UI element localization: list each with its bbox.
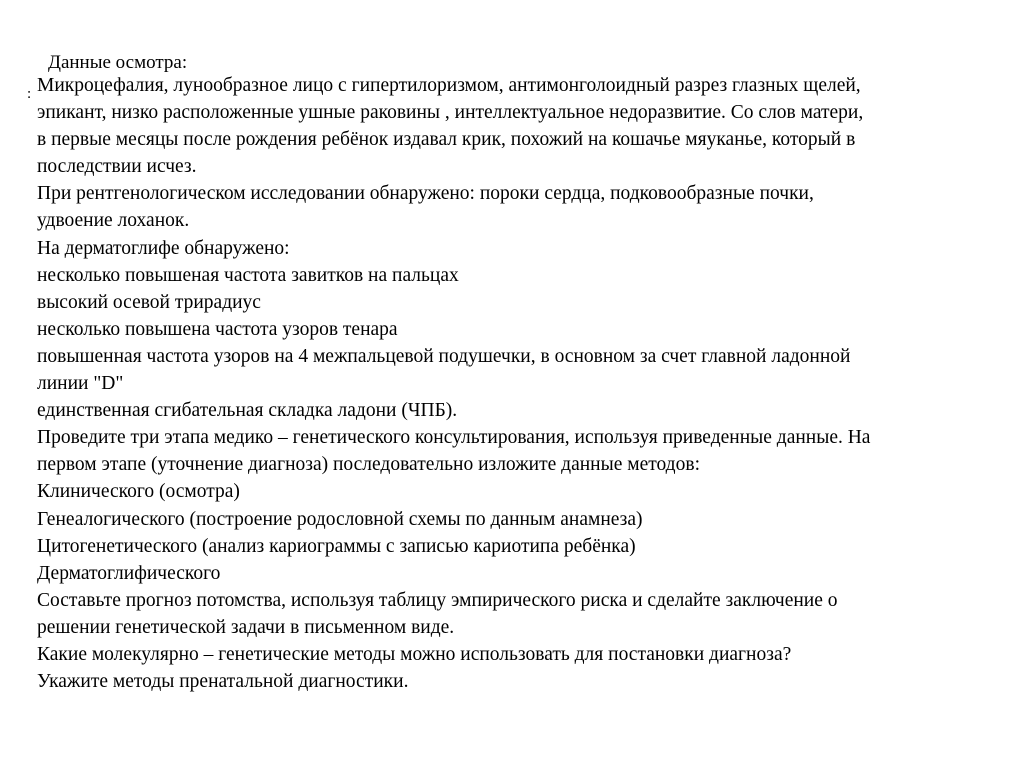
text-line: эпикант, низко расположенные ушные раковины , интеллектуальное недоразвитие. Со слов матери, — [37, 102, 864, 124]
text-line: Цитогенетического (анализ кариограммы с записью кариотипа ребёнка) — [37, 535, 636, 557]
body-text — [37, 72, 1019, 695]
text-line: Дерматоглифического — [37, 562, 221, 584]
text-line: высокий осевой трирадиус — [37, 291, 261, 313]
text-line: Генеалогического (построение родословной схемы по данным анамнеза) — [37, 508, 643, 530]
text-line: Укажите методы пренатальной диагностики. — [37, 671, 409, 693]
text-line: единственная сгибательная складка ладони (ЧПБ). — [37, 400, 458, 422]
colon-mark: : — [27, 86, 32, 102]
text-line: в первые месяцы после рождения ребёнок издавал крик, похожий на кошачье мяуканье, который в — [37, 129, 856, 151]
text-line: При рентгенологическом исследовании обнаружено: пороки сердца, подковообразные почки, — [37, 183, 814, 205]
text-line: На дерматоглифе обнаружено: — [37, 237, 290, 259]
text-line: решении генетической задачи в письменном виде. — [37, 616, 455, 638]
text-line: Клинического (осмотра) — [37, 481, 240, 503]
text-line: Какие молекулярно – генетические методы можно использовать для постановки диагноза? — [37, 643, 792, 665]
slide-heading: Данные осмотра: — [48, 52, 188, 73]
text-line: линии "D" — [37, 373, 124, 395]
text-line: удвоение лоханок. — [37, 210, 190, 232]
text-line: Составьте прогноз потомства, используя таблицу эмпирического риска и сделайте заключение о — [37, 589, 838, 611]
text-line: Проведите три этапа медико – генетического консультирования, используя приведенные данные. На — [37, 427, 871, 449]
text-line: первом этапе (уточнение диагноза) последовательно изложите данные методов: — [37, 454, 700, 476]
text-line: Микроцефалия, лунообразное лицо с гипертилоризмом, антимонголоидный разрез глазных щелей, — [37, 75, 861, 96]
text-line: последствии исчез. — [37, 156, 197, 178]
text-line: несколько повышена частота узоров тенара — [37, 318, 398, 340]
text-line: повышенная частота узоров на 4 межпальцевой подушечки, в основном за счет главной ладонной — [37, 345, 851, 367]
text-line: несколько повышеная частота завитков на пальцах — [37, 264, 459, 286]
